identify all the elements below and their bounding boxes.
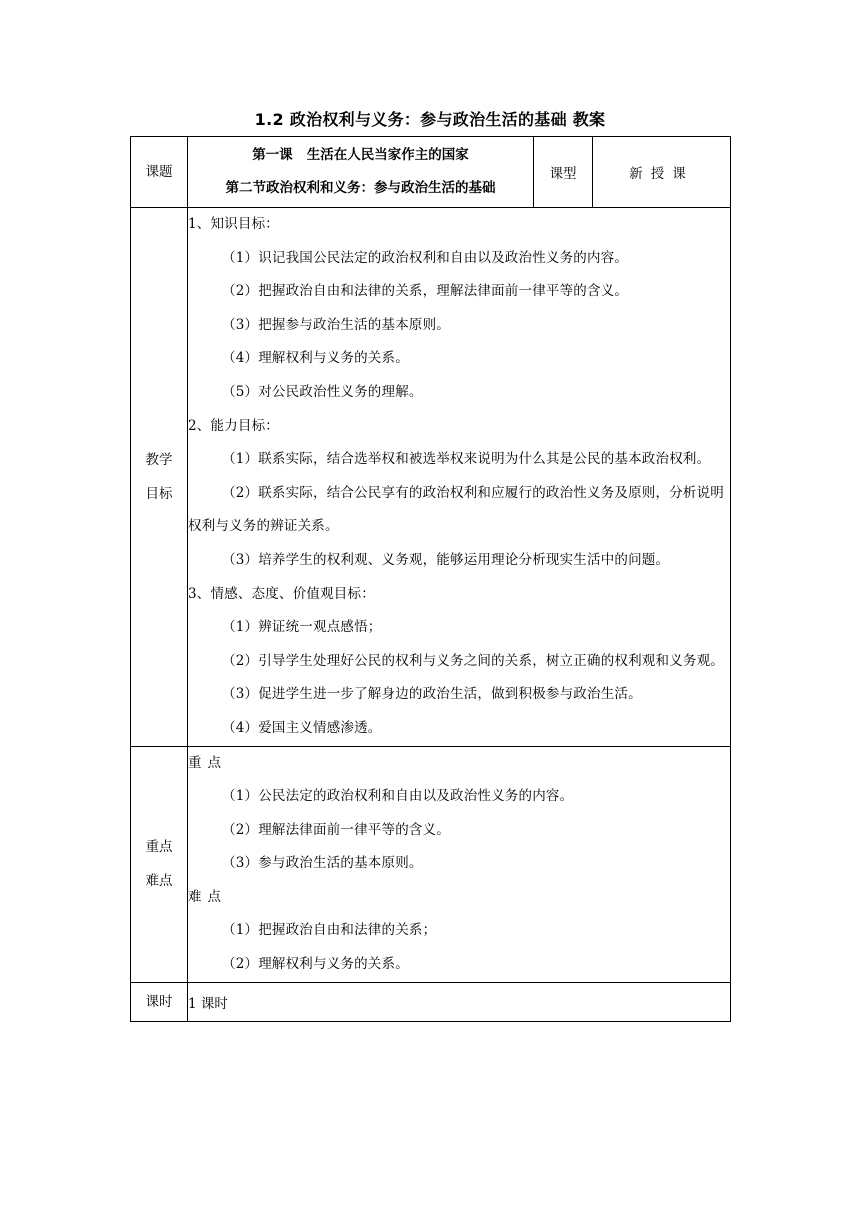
objective-item: （3）把握参与政治生活的基本原则。 bbox=[222, 316, 450, 333]
objective-item: （1）辨证统一观点感悟； bbox=[222, 619, 382, 636]
document-title: 1.2 政治权利与义务：参与政治生活的基础 教案 bbox=[254, 110, 606, 129]
objective-item: （1）联系实际，结合选举权和被选举权来说明为什么其是公民的基本政治权利。 bbox=[222, 451, 711, 468]
topic-row bbox=[131, 137, 731, 208]
lesson-type-value: 新授课 bbox=[593, 137, 731, 208]
lesson-type-label: 课型 bbox=[534, 137, 593, 208]
objective-item: （4）爱国主义情感渗透。 bbox=[222, 719, 382, 736]
topic-label: 课题 bbox=[131, 137, 188, 208]
objective-item: （3）促进学生进一步了解身边的政治生活，做到积极参与政治生活。 bbox=[222, 686, 642, 703]
objective-item: （5）对公民政治性义务的理解。 bbox=[222, 383, 423, 400]
key-point-item: （2）理解法律面前一律平等的含义。 bbox=[222, 821, 450, 838]
lesson-plan-table bbox=[130, 136, 731, 1022]
objectives-label bbox=[131, 208, 188, 747]
keypoints-row bbox=[131, 746, 731, 982]
lesson-title-line: 第一课 生活在人民当家作主的国家 bbox=[252, 147, 469, 163]
objectives-label-line: 教学 bbox=[145, 451, 173, 468]
lesson-subtitle-line: 第二节政治权利和义务：参与政治生活的基础 bbox=[225, 180, 496, 196]
lesson-title bbox=[188, 137, 534, 208]
objective-item: （3）培养学生的权利观、义务观，能够运用理论分析现实生活中的问题。 bbox=[222, 551, 670, 568]
objective-item: （2）联系实际，结合公民享有的政治权利和应履行的政治性义务及原则，分析说明权利与义务的辨证关系。 bbox=[188, 484, 724, 535]
objective-item: （4）理解权利与义务的关系。 bbox=[222, 350, 409, 367]
key-point-item: （3）参与政治生活的基本原则。 bbox=[222, 855, 423, 872]
objective-item: （2）把握政治自由和法律的关系，理解法律面前一律平等的含义。 bbox=[222, 283, 629, 300]
section-heading: 3、情感、态度、价值观目标： bbox=[188, 585, 375, 602]
keypoints-content bbox=[188, 746, 731, 982]
hours-label: 课时 bbox=[131, 982, 188, 1021]
difficult-point-item: （2）理解权利与义务的关系。 bbox=[222, 956, 409, 973]
key-point-item: （1）公民法定的政治权利和自由以及政治性义务的内容。 bbox=[222, 788, 574, 805]
objectives-row bbox=[131, 208, 731, 747]
difficult-points-heading: 难点 bbox=[188, 888, 227, 905]
objectives-label-line: 目标 bbox=[145, 485, 173, 502]
difficult-point-item: （1）把握政治自由和法律的关系； bbox=[222, 922, 437, 939]
hours-value: 1 课时 bbox=[188, 982, 731, 1021]
objectives-content bbox=[188, 208, 731, 747]
keypoints-label-line: 重点 bbox=[145, 839, 173, 856]
keypoints-label-line: 难点 bbox=[145, 873, 173, 890]
section-heading: 1、知识目标： bbox=[188, 216, 279, 232]
keypoints-label bbox=[131, 746, 188, 982]
key-points-heading: 重点 bbox=[188, 754, 227, 771]
hours-row bbox=[131, 982, 731, 1021]
section-heading: 2、能力目标： bbox=[188, 417, 279, 434]
objective-item: （2）引导学生处理好公民的权利与义务之间的关系，树立正确的权利观和义务观。 bbox=[222, 652, 724, 669]
objective-item: （1）识记我国公民法定的政治权利和自由以及政治性义务的内容。 bbox=[222, 249, 629, 266]
